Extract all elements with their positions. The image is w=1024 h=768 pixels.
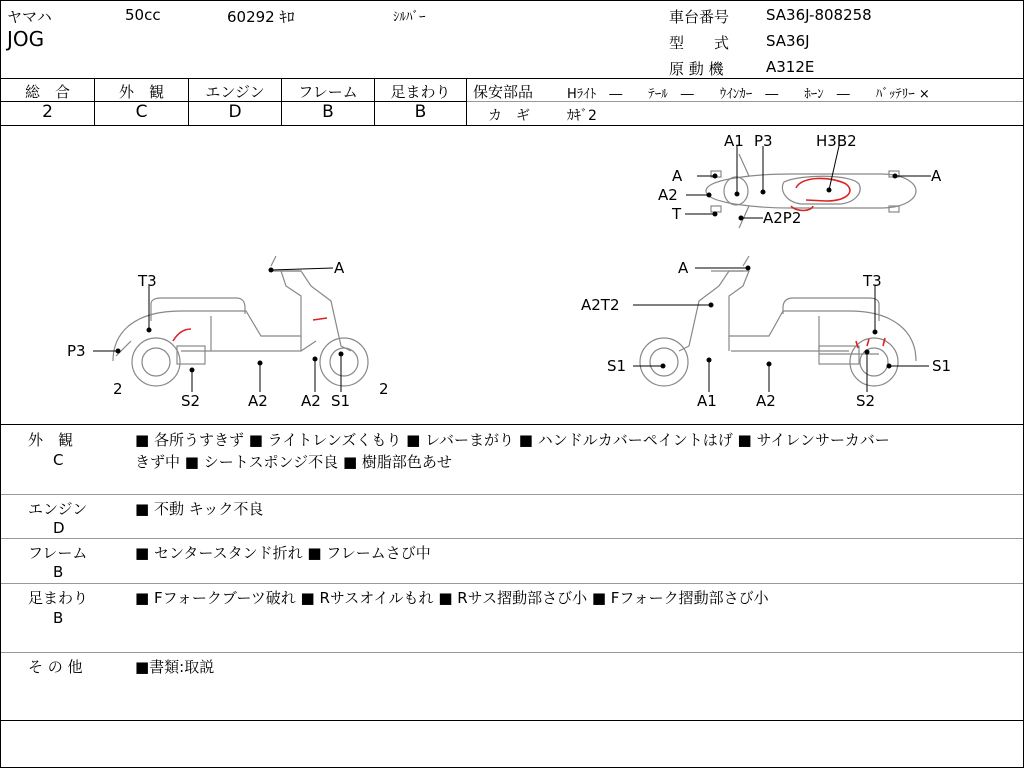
mileage: 60292 ｷﾛ [227, 8, 295, 26]
type-value: SA36J [766, 32, 810, 50]
suspension-grade: B [414, 102, 427, 122]
exterior-grade: C [135, 102, 148, 122]
right-label: A2T2 [581, 296, 620, 314]
model-name: JOG [7, 27, 45, 51]
key-value: ｶｷﾞ2 [567, 108, 597, 124]
safety-items: Hﾗｲﾄ ― ﾃｰﾙ ― ｳｲﾝｶｰ ― ﾎｰﾝ ― ﾊﾞｯﾃﾘｰ × [567, 87, 930, 102]
maker: ヤマハ [7, 8, 52, 26]
top-label: H3B2 [816, 132, 857, 150]
frame-grade-label: フレーム [298, 83, 358, 101]
right-label: A2 [756, 392, 776, 410]
engine-value: A312E [766, 58, 815, 76]
right-label: A1 [697, 392, 717, 410]
top-label: P3 [754, 132, 773, 150]
note-title-engine: エンジン [28, 500, 88, 518]
divider [1, 78, 1023, 79]
overall-label: 総 合 [24, 83, 70, 101]
left-label: 2 [379, 380, 389, 398]
note-title-exterior: 外 観 [28, 431, 74, 449]
note-text-other: ■書類:取説 [135, 658, 215, 676]
key-label: カ ギ [488, 108, 530, 124]
note-grade-engine: D [53, 519, 65, 537]
note-grade-suspension: B [53, 609, 64, 627]
right-label: S1 [932, 357, 952, 375]
top-label: A1 [724, 132, 744, 150]
engine-label: 原 動 機 [669, 60, 724, 78]
overall-grade: 2 [42, 102, 53, 122]
engine-grade-label: エンジン [205, 83, 265, 101]
left-label: S2 [181, 392, 201, 410]
left-label: A [334, 259, 345, 277]
displacement: 50cc [125, 6, 161, 24]
right-label: S1 [607, 357, 627, 375]
left-label: A2 [248, 392, 268, 410]
left-label: A2 [301, 392, 321, 410]
note-text-frame: ■ センタースタンド折れ ■ フレームさび中 [135, 544, 431, 562]
damage-marks [173, 178, 885, 348]
note-text-exterior-2: きず中 ■ シートスポンジ不良 ■ 樹脂部色あせ [135, 453, 452, 471]
frame-grade: B [322, 102, 334, 122]
note-grade-frame: B [53, 563, 64, 581]
top-label: A [672, 167, 683, 185]
note-text-exterior-1: ■ 各所うすきず ■ ライトレンズくもり ■ レバーまがり ■ ハンドルカバーペイントはげ ■ サイレンサーカバー [135, 431, 890, 449]
damage-diagram [1, 126, 1023, 424]
note-grade-exterior: C [53, 451, 64, 469]
right-label: A [678, 259, 689, 277]
top-label: T [672, 205, 682, 223]
note-title-suspension: 足まわり [28, 589, 89, 607]
safety-label: 保安部品 [473, 83, 534, 101]
type-label: 型 式 [669, 34, 730, 52]
note-title-frame: フレーム [28, 544, 88, 562]
frame-no-label: 車台番号 [669, 8, 730, 26]
exterior-label: 外 観 [118, 83, 164, 101]
left-label: S1 [331, 392, 351, 410]
engine-grade: D [228, 102, 242, 122]
note-title-other: そ の 他 [28, 658, 83, 676]
note-text-engine: ■ 不動 キック不良 [135, 500, 264, 518]
top-label: A2 [658, 186, 678, 204]
note-text-suspension: ■ Fフォークブーツ破れ ■ Rサスオイルもれ ■ Rサス摺動部さび小 ■ Fフォーク摺動部さび小 [135, 589, 769, 607]
left-label: T3 [138, 272, 157, 290]
top-label: A2P2 [763, 209, 802, 227]
left-label: P3 [67, 342, 86, 360]
frame-no: SA36J-808258 [766, 6, 872, 24]
right-label: T3 [863, 272, 882, 290]
right-label: S2 [856, 392, 876, 410]
suspension-grade-label: 足まわり [390, 83, 451, 101]
top-label: A [931, 167, 942, 185]
left-label: 2 [113, 380, 123, 398]
color: ｼﾙﾊﾞｰ [393, 10, 426, 25]
